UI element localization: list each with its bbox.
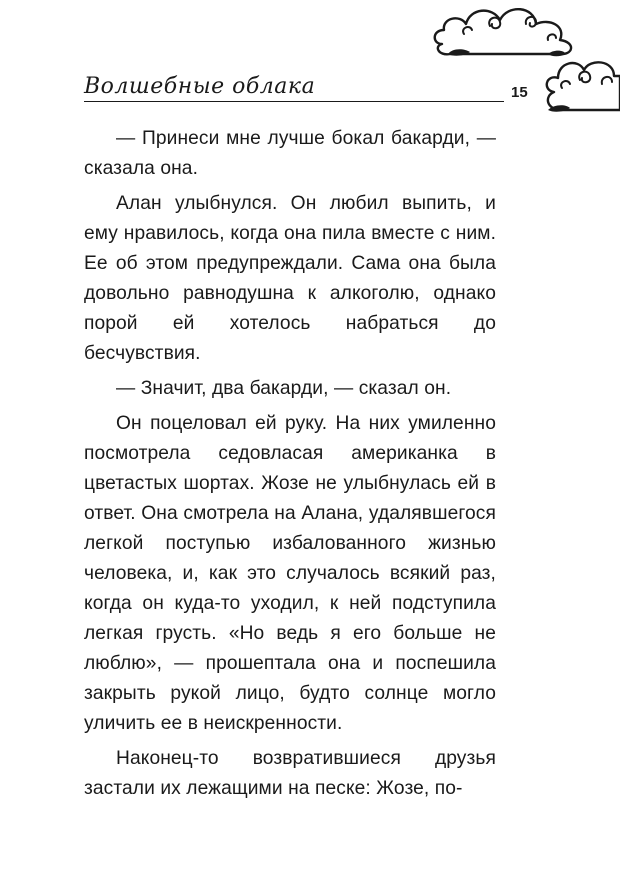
running-title: Волшебные облака (84, 74, 316, 99)
paragraph: — Значит, два бакарди, — сказал он. (116, 378, 452, 399)
body-text (84, 124, 496, 804)
paragraph: Алан улыбнулся. Он любил выпить, и ему нравилось, когда она пила вместе с ним. Ее об этом предупреждали. Сама она была довольно равнодушна к алкоголю, однако порой ей хотелось набраться до бесчувствия. (84, 193, 496, 364)
paragraph: — Принеси мне лучше бокал бакарди, — сказала она. (84, 128, 496, 179)
paragraph: Он поцеловал ей руку. На них умиленно посмотрела седовласая американка в цветастых шортах. Жозе не улыбнулась ей в ответ. Она смотрела на Алана, удалявшегося легкой поступью избалованного жизнью человека, и, как это случалось всякий раз, когда он куда-то уходил, к ней подступила легкая грусть. «Но ведь я его больше не люблю», — прошептала она и поспешила закрыть рукой лицо, будто солнце могло уличить ее в неискренности. (84, 413, 496, 734)
header-rule (84, 101, 504, 102)
paragraph: Наконец-то возвратившиеся друзья застали их лежащими на песке: Жозе, по- (84, 748, 496, 799)
page-number: 15 (511, 84, 528, 101)
cloud-icon (540, 52, 620, 123)
